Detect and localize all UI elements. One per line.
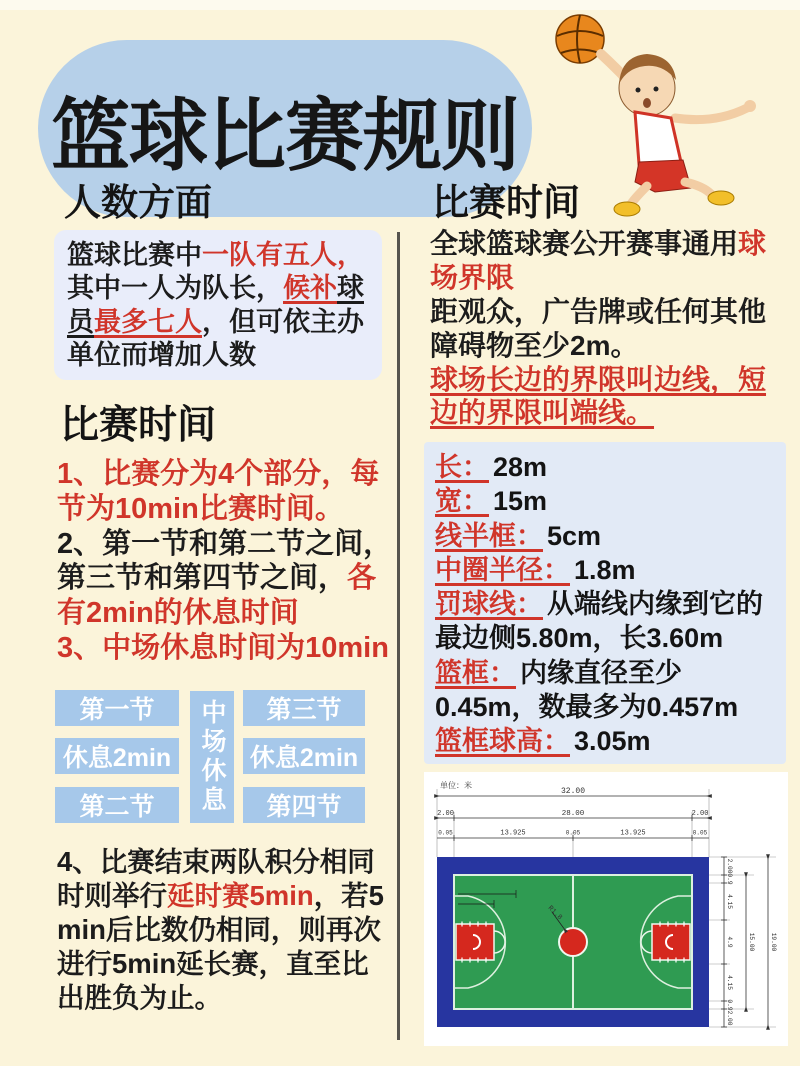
dim-court-height: 15.00 (748, 932, 755, 952)
top-dimension-labels (437, 787, 708, 838)
dim-seg: 4.15 (726, 975, 733, 990)
spec-label: 宽： (435, 486, 489, 517)
column-divider (397, 232, 400, 1040)
spec-row (435, 724, 775, 758)
quarter-4-box: 第四节 (243, 787, 365, 823)
people-text: 篮球比赛中 (67, 240, 202, 270)
rule-2-highlight: 各有2min的休息时间 (57, 562, 377, 630)
dim-margin-left: 2.00 (437, 810, 454, 818)
people-text-underline: 球员 (67, 273, 364, 337)
court-diagram-drawing (424, 772, 788, 1046)
people-text: ，但可依主办单位而增加人数 (67, 306, 364, 371)
court-diagram (424, 772, 788, 1046)
spec-label: 中圈半径： (435, 554, 570, 585)
overtime-text: ，若5min后比数仍相同，则再次进行5min延长赛，直至比出胜负为止。 (57, 880, 384, 1014)
intro-highlight: 球场界限 (430, 228, 767, 293)
quarter-3-box: 第三节 (243, 690, 365, 726)
court-specs-panel (424, 442, 786, 764)
spec-row (435, 553, 775, 587)
spec-row (435, 656, 775, 725)
dim-seg: 0.9 (726, 873, 733, 885)
intro-line-3: 球场长边的界限叫边线，短边的界限叫端线。 (430, 363, 767, 429)
dim-total-width: 32.00 (560, 787, 586, 796)
spec-label: 罚球线： (435, 589, 543, 620)
dim-total-height: 19.00 (770, 932, 777, 952)
spec-label: 篮框球高： (435, 726, 570, 757)
dim-seg: 4.15 (726, 894, 733, 909)
page-title: 篮球比赛规则 (51, 90, 519, 180)
rule-2 (57, 527, 393, 631)
dim-line-width: 0.05 (565, 829, 581, 837)
intro-line-2: 距观众，广告牌或任何其他障碍物至少2m。 (430, 295, 767, 361)
spec-label: 线半框： (435, 520, 543, 551)
rule-1: 1、比赛分为4个部分，每节为10min比赛时间。 (57, 458, 380, 525)
spec-row (435, 519, 775, 553)
boy-figure (601, 54, 756, 216)
court-intro (430, 227, 782, 430)
people-text-highlight: 最多七人 (94, 306, 202, 337)
quarters-schedule-grid (55, 690, 377, 824)
unit-note: 单位：米 (440, 782, 472, 791)
game-time-heading: 比赛时间 (60, 404, 217, 447)
overtime-text: 4、比赛结束两队积分相同时则举行 (57, 846, 375, 912)
rule-3: 3、中场休息时间为10min (57, 631, 389, 664)
rest-1-box: 休息2min (55, 738, 179, 774)
dim-margin-right: 2.00 (691, 810, 709, 818)
intro-line-1 (430, 227, 782, 295)
dim-top-margin: 2.00 (726, 858, 733, 874)
quarter-2-box: 第二节 (55, 787, 179, 823)
spec-row (435, 450, 775, 484)
rule-2-text: 2、第一节和第二节之间，第三节和第四节之间， (57, 527, 393, 595)
dim-line-width: 0.05 (692, 829, 708, 837)
intro-text: 全球篮球赛公开赛事通用 (430, 228, 739, 259)
spec-value: 5cm (547, 520, 602, 551)
team-size-panel (54, 230, 382, 380)
spec-value: 1.8m (574, 554, 636, 585)
people-text: 其中一人为队长， (67, 273, 283, 304)
left-section-heading: 人数方面 (64, 182, 212, 223)
side-dimension-labels (726, 859, 777, 1026)
spec-row (435, 587, 775, 656)
dim-court-width: 28.00 (561, 810, 585, 818)
dim-bottom-margin: 2.00 (726, 1010, 733, 1026)
center-circle (559, 928, 587, 956)
spec-row (435, 484, 775, 518)
dim-half-court: 13.925 (620, 829, 646, 838)
spec-value: 3.05m (574, 726, 651, 757)
spec-value: 28m (493, 452, 548, 482)
spec-label: 篮框： (435, 657, 516, 688)
spec-label: 长： (435, 452, 489, 482)
rest-2-box: 休息2min (243, 738, 365, 774)
spec-value: 内缘直径至少0.45m，数最多为0.457m (435, 657, 739, 722)
people-text-highlight: 候补 (283, 273, 337, 304)
spec-value: 从端线内缘到它的最边侧5.80m，长3.60m (435, 589, 763, 654)
people-text-highlight: 一队有五人， (202, 240, 364, 270)
game-time-rules (57, 457, 393, 666)
spec-value: 15m (493, 486, 548, 517)
dim-line-width: 0.05 (438, 829, 453, 837)
dim-seg: 4.9 (726, 936, 733, 948)
overtime-rule (57, 845, 396, 1015)
dim-seg: 0.9 (726, 999, 733, 1011)
overtime-highlight: 延时赛5min (167, 880, 314, 912)
halftime-box: 中场休息 (190, 691, 234, 823)
right-section-heading: 比赛时间 (432, 182, 580, 223)
quarter-1-box: 第一节 (55, 690, 179, 726)
radius-label: R1.8 (545, 904, 564, 923)
dim-half-court: 13.925 (500, 829, 526, 838)
